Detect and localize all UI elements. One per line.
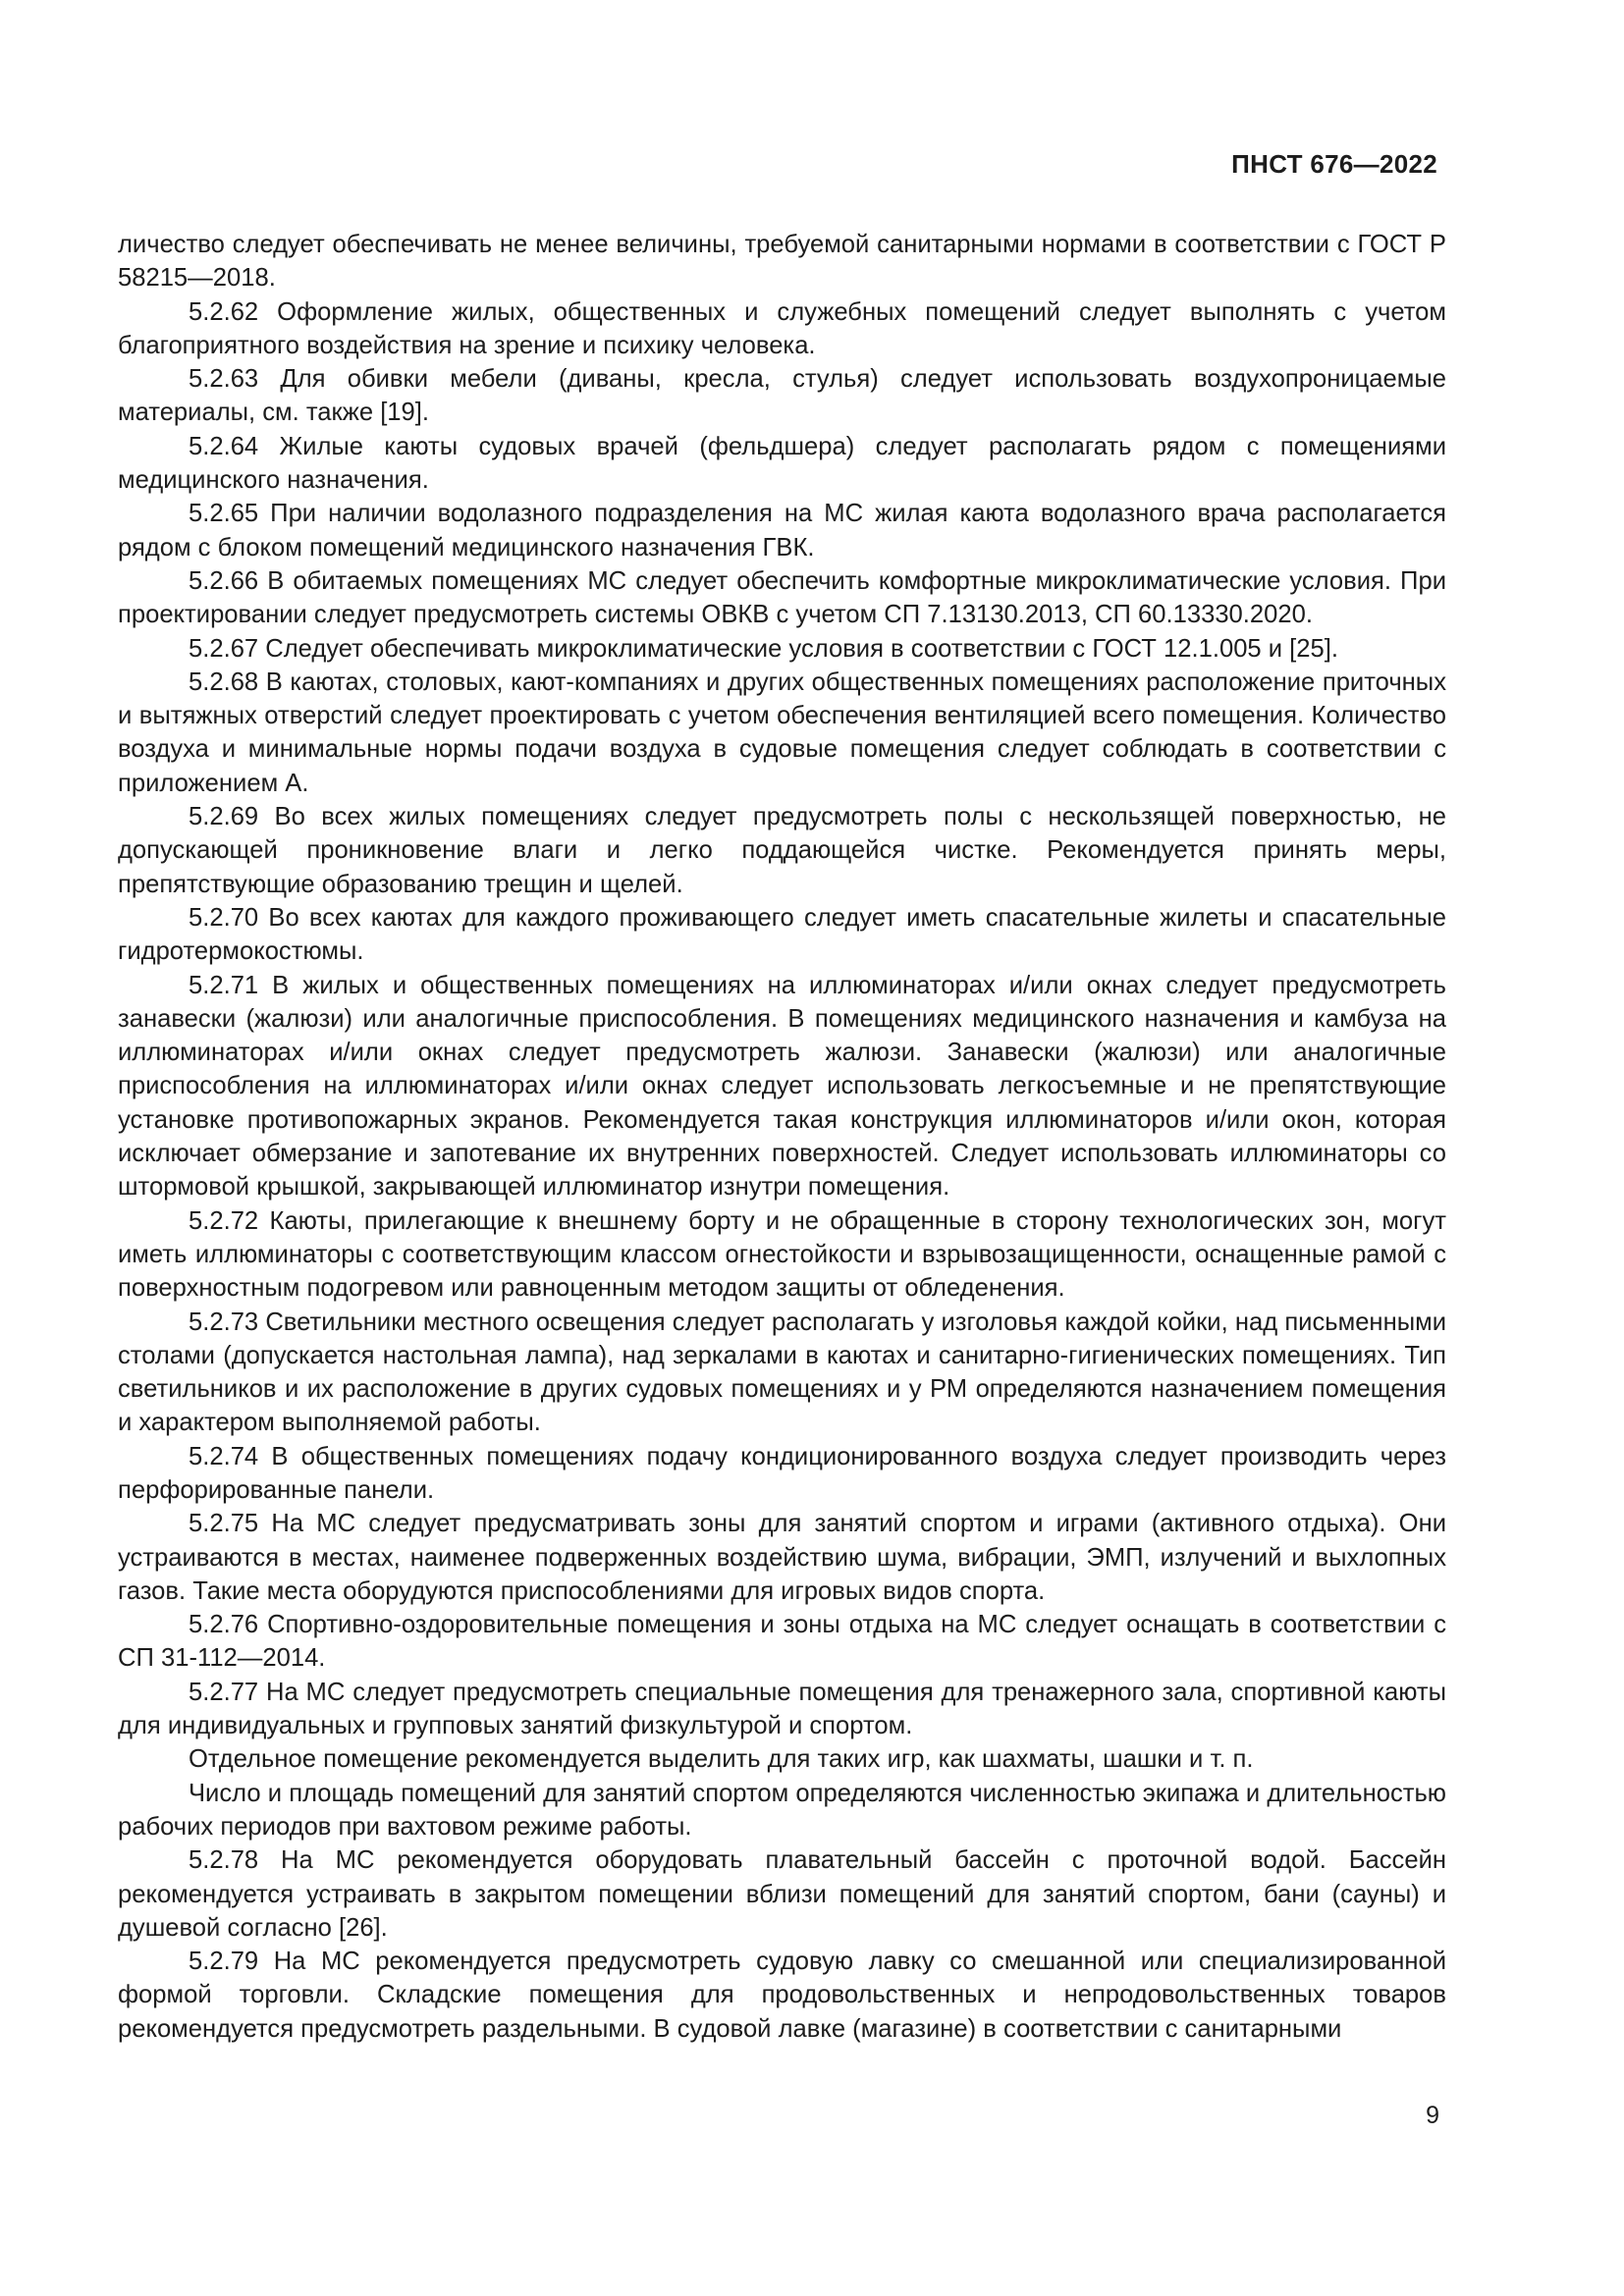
paragraph-5-2-78: 5.2.78 На МС рекомендуется оборудовать плавательный бассейн с проточной водой. Бассейн рекомендуется устраивать в закрытом помещении вблизи помещений для занятий спортом, бани (сауны) и душевой согласно [26].: [118, 1846, 1446, 1942]
paragraph-5-2-72: 5.2.72 Каюты, прилегающие к внешнему борту и не обращенные в сторону технологических зон, могут иметь иллюминаторы с соответствующим классом огнестойкости и взрывозащищенности, оснащенные рамой с поверхностным подогревом или равноценным методом защиты от обледенения.: [118, 1206, 1446, 1303]
paragraph-5-2-64: 5.2.64 Жилые каюты судовых врачей (фельдшера) следует располагать рядом с помещениями медицинского назначения.: [118, 432, 1446, 495]
page-number: 9: [1426, 2102, 1439, 2129]
paragraph-5-2-74: 5.2.74 В общественных помещениях подачу кондиционированного воздуха следует производить через перфорированные панели.: [118, 1442, 1446, 1504]
paragraph-5-2-69: 5.2.69 Во всех жилых помещениях следует предусмотреть полы с нескользящей поверхностью, не допускающей проникновение влаги и легко поддающейся чистке. Рекомендуется принять меры, препятствующие образованию трещин и щелей.: [118, 803, 1446, 898]
paragraph-5-2-70: 5.2.70 Во всех каютах для каждого проживающего следует иметь спасательные жилеты и спасательные гидротермокостюмы.: [118, 903, 1446, 966]
paragraph-5-2-76: 5.2.76 Спортивно-оздоровительные помещения и зоны отдыха на МС следует оснащать в соответствии с СП 31-112—2014.: [118, 1611, 1446, 1673]
paragraph-5-2-73: 5.2.73 Светильники местного освещения следует располагать у изголовья каждой койки, над письменными столами (допускается настольная лампа), над зеркалами в каютах и санитарно-гигиенических помещениях. Тип светильников и их расположение в других судовых помещениях и у РМ определяются назначением помещения и характером выполняемой работы.: [118, 1308, 1446, 1437]
paragraph-5-2-63: 5.2.63 Для обивки мебели (диваны, кресла, стулья) следует использовать воздухопроницаемые материалы, см. также [19].: [118, 365, 1446, 427]
paragraph-5-2-71: 5.2.71 В жилых и общественных помещениях на иллюминаторах и/или окнах следует предусмотреть занавески (жалюзи) или аналогичные приспособления. В помещениях медицинского назначения и камбуза на иллюминаторах и/или окнах следует предусмотреть жалюзи. Занавески (жалюзи) или аналогичные приспособления на иллюминаторах и/или окнах следует использовать легкосъемные и не препятствующие установке противопожарных экранов. Рекомендуется такая конструкция иллюминаторов и/или окон, которая исключает обмерзание и запотевание их внутренних поверхностей. Следует использовать иллюминаторы со штормовой крышкой, закрывающей иллюминатор изнутри помещения.: [118, 971, 1446, 1201]
document-code-header: ПНСТ 676—2022: [1231, 149, 1437, 179]
paragraph-5-2-67: 5.2.67 Следует обеспечивать микроклиматические условия в соответствии с ГОСТ 12.1.005 и [25].: [189, 634, 1338, 663]
document-body: [118, 228, 1446, 2046]
paragraph-continuation: личество следует обеспечивать не менее величины, требуемой санитарными нормами в соответствии с ГОСТ Р 58215—2018.: [118, 231, 1446, 293]
paragraph-5-2-66: 5.2.66 В обитаемых помещениях МС следует обеспечить комфортные микроклиматические условия. При проектировании следует предусмотреть системы ОВКВ с учетом СП 7.13130.2013, СП 60.13330.2020.: [118, 566, 1446, 629]
paragraph-5-2-77: 5.2.77 На МС следует предусмотреть специальные помещения для тренажерного зала, спортивной каюты для индивидуальных и групповых занятий физкультурой и спортом.: [118, 1678, 1446, 1740]
paragraph-5-2-62: 5.2.62 Оформление жилых, общественных и служебных помещений следует выполнять с учетом благоприятного воздействия на зрение и психику человека.: [118, 297, 1446, 359]
paragraph-5-2-65: 5.2.65 При наличии водолазного подразделения на МС жилая каюта водолазного врача располагается рядом с блоком помещений медицинского назначения ГВК.: [118, 500, 1446, 561]
paragraph-5-2-75: 5.2.75 На МС следует предусматривать зоны для занятий спортом и играми (активного отдыха). Они устраиваются в местах, наименее подверженных воздействию шума, вибрации, ЭМП, излучений и выхлопных газов. Такие места оборудуются приспособлениями для игровых видов спорта.: [118, 1510, 1446, 1605]
paragraph-5-2-68: 5.2.68 В каютах, столовых, кают-компаниях и других общественных помещениях расположение приточных и вытяжных отверстий следует проектировать с учетом обеспечения вентиляцией всего помещения. Количество воздуха и минимальные нормы подачи воздуха в судовые помещения следует соблюдать в соответствии с приложением А.: [118, 667, 1446, 797]
paragraph-separate-room: Отдельное помещение рекомендуется выделить для таких игр, как шахматы, шашки и т. п.: [189, 1745, 1254, 1774]
paragraph-sport-rooms-count: Число и площадь помещений для занятий спортом определяются численностью экипажа и длительностью рабочих периодов при вахтовом режиме работы.: [118, 1779, 1446, 1841]
paragraph-5-2-79: 5.2.79 На МС рекомендуется предусмотреть судовую лавку со смешанной или специализированной формой торговли. Складские помещения для продовольственных и непродовольственных товаров рекомендуется предусмотреть раздельными. В судовой лавке (магазине) в соответствии с санитарными: [118, 1948, 1446, 2043]
